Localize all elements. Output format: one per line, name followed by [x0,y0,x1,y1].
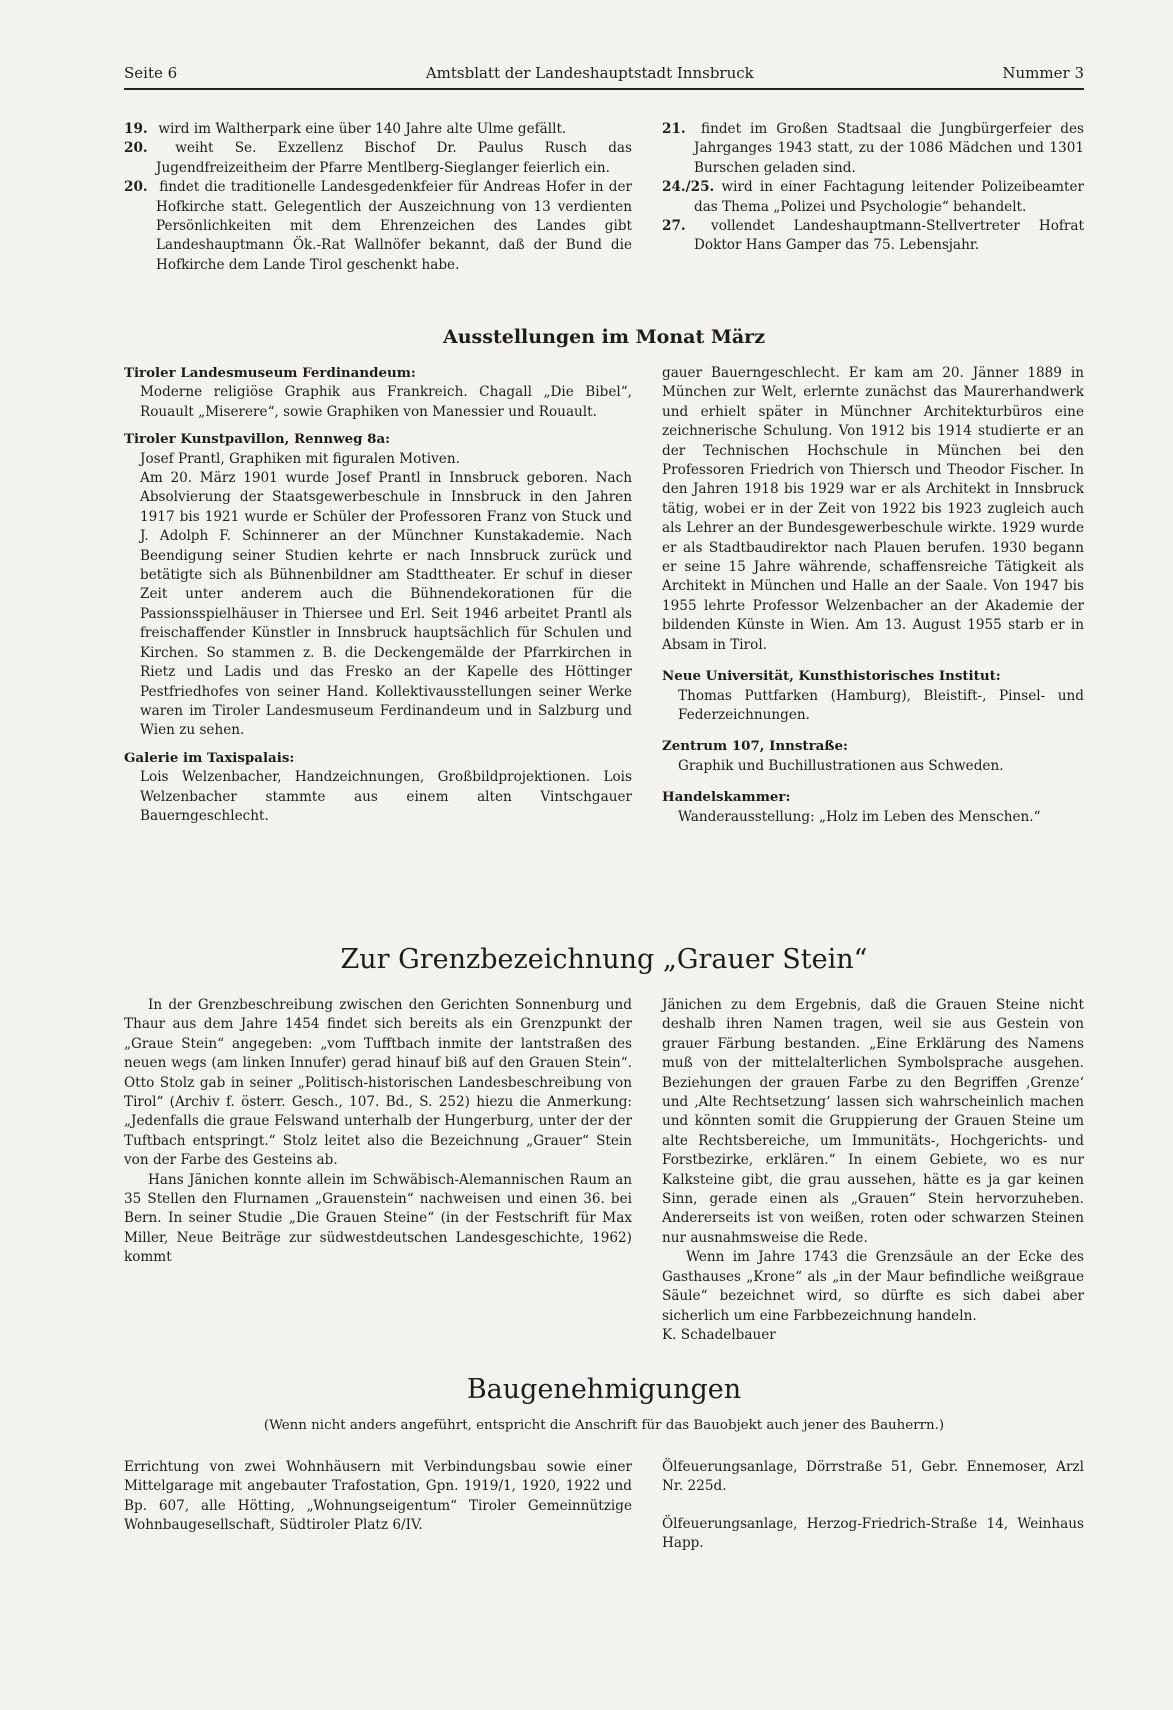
institution-name: Zentrum 107, Innstraße: [662,738,848,755]
article-paragraph: Jänichen zu dem Ergebnis, daß die Grauen Steine nicht deshalb ihren Namen tragen, weil sie aus Gestein von grauer Färbung bestanden. „Eine Erklärung des Namens muß von der mittelalterlichen Symbolsprache ausgehen. Beziehungen der grauen Farbe zu den Begriffen ‚Grenze‘ und ‚Alte Rechtsetzung‘ lassen sich wahrscheinlich machen und könnten somit die Gruppierung der Grauen Steine um alte Rechtsbereiche, um Immunitäts-, Hochgerichts- und Forstbezirke, erklären.“ In einem Gebiete, wo es nur Kalksteine gibt, die grau aussehen, hätte es ja gar keinen Sinn, gerade einen als „Grauen“ Stein hervorzuheben. Andererseits ist von weißen, roten oder schwarzen Steinen nur ausnahmsweise die Rede. [662,997,1084,1246]
article-paragraph: In der Grenzbeschreibung zwischen den Gerichten Sonnenburg und Thaur aus dem Jahre 1454 findet sich bereits als ein Grenzpunkt der „Graue Stein“ angegeben: „vom Tufftbach inmite der lantstraßen des neuen wegs (am linken Innufer) gerad hinauf biß auf den Grauen Stein“. Otto Stolz gab in seiner „Politisch-historischen Landesbeschreibung von Tirol“ (Archiv f. österr. Gesch., 107. Bd., S. 252) hiezu die Anmerkung: „Jedenfalls die graue Felswand unterhalb der Hungerburg, unter der der Tuftbach entspringt.“ Stolz leitet also die Bezeichnung „Grauer“ Stein von der Farbe des Gesteins ab. [124,997,632,1169]
institution-name: Handelskammer: [662,789,791,806]
page-number: Seite 6 [124,64,178,82]
institution-name: Tiroler Landesmuseum Ferdinandeum: [124,365,416,381]
exhibition-text: Moderne religiöse Graphik aus Frankreich. Chagall „Die Bibel“, Rouault „Miserere“, sowie Graphiken von Manessier und Rouault. [140,384,632,420]
issue-number: Nummer 3 [1002,64,1084,82]
ausstellungen-right-column [662,364,1084,827]
header-rule [124,88,1084,90]
exhibition-text: Graphik und Buchillustrationen aus Schweden. [678,757,1004,774]
exhibition-text: Lois Welzenbacher, Handzeichnungen, Großbildprojektionen. Lois Welzenbacher stammte aus einem alten Vintschgauer Bauerngeschlecht. [140,769,632,824]
section-title-grauer-stein: Zur Grenzbezeichnung „Grauer Stein“ [340,944,868,975]
permit-entry: Errichtung von zwei Wohnhäusern mit Verbindungsbau sowie einer Mittelgarage mit angebauter Trafostation, Gpn. 1919/1, 1920, 1922 und Bp. 607, alle Hötting, „Wohnungseigentum“ Tiroler Gemeinnützige Wohnbaugesellschaft, Südtiroler Platz 6/IV. [124,1459,632,1534]
chronik-entry: 20. weiht Se. Exzellenz Bischof Dr. Paulus Rusch das Jugendfreizeitheim der Pfarre Mentlberg-Sieglanger feierlich ein. [124,140,632,176]
permit-entry: Ölfeuerungsanlage, Dörrstraße 51, Gebr. Ennemoser, Arzl Nr. 225d. [662,1459,1084,1495]
institution-name: Tiroler Kunstpavillon, Rennweg 8a: [124,431,391,448]
grauer-stein-left-column [124,996,632,1268]
chronik-right-column [662,120,1084,256]
article-author: K. Schadelbauer [662,1326,776,1343]
page-header [124,64,1084,82]
chronik-left-column [124,120,632,275]
chronik-entry: 20. findet die traditionelle Landesgedenkfeier für Andreas Hofer in der Hofkirche statt. Gelegentlich der Auszeichnung von 13 verdienten Persönlichkeiten mit dem Ehrenzeichen des Landes gibt Landeshauptmann Ök.-Rat Wallnöfer bekannt, daß der Bund die Hofkirche dem Lande Tirol geschenkt habe. [124,179,633,273]
baugenehmigungen-left-column [124,1458,632,1536]
grauer-stein-right-column [662,996,1084,1345]
exhibition-text: Josef Prantl, Graphiken mit figuralen Motiven. [140,450,460,467]
ausstellungen-left-column [124,364,632,826]
institution-name: Neue Universität, Kunsthistorisches Institut: [662,668,1001,685]
exhibition-text: Wanderausstellung: „Holz im Leben des Menschen.“ [678,808,1041,825]
chronik-entry: 21. findet im Großen Stadtsaal die Jungbürgerfeier des Jahrganges 1943 statt, zu der 1086 Mädchen und 1301 Burschen geladen sind. [662,121,1084,176]
section-title-baugenehmigungen: Baugenehmigungen [466,1374,742,1405]
chronik-entry: 19. wird im Waltherpark eine über 140 Jahre alte Ulme gefällt. [124,121,567,137]
chronik-entry: 24./25. wird in einer Fachtagung leitender Polizeibeamter das Thema „Polizei und Psychologie“ behandelt. [662,179,1084,215]
publication-title: Amtsblatt der Landeshauptstadt Innsbruck [425,64,754,82]
permit-entry: Ölfeuerungsanlage, Herzog-Friedrich-Straße 14, Weinhaus Happ. [662,1515,1084,1552]
exhibition-text: gauer Bauerngeschlecht. Er kam am 20. Jänner 1889 in München zur Welt, erlernte zunächst das Maurerhandwerk und erhielt später in Münchner Architekturbüros eine zeichnerische Schulung. Von 1912 bis 1914 studierte er an der Technischen Hochschule in München bei den Professoren Friedrich von Thiersch und Theodor Fischer. In den Jahren 1918 bis 1929 war er als Architekt in Innsbruck tätig, wobei er in der Zeit von 1922 bis 1923 zugleich auch als Lehrer an der Bundesgewerbeschule wirkte. 1929 wurde er als Stadtbaudirektor nach Plauen berufen. 1930 begann er seine 15 Jahre währende, schaffensreiche Tätigkeit als Architekt in München und Halle an der Saale. Von 1947 bis 1955 lehrte Professor Welzenbacher an der Akademie der bildenden Künste in Wien. Am 13. August 1955 starb er in Absam in Tirol. [662,365,1084,653]
section-subtitle: (Wenn nicht anders angeführt, entspricht die Anschrift für das Bauobjekt auch jener des Bauherrn.) [263,1418,945,1433]
exhibition-text: Thomas Puttfarken (Hamburg), Bleistift-, Pinsel- und Federzeichnungen. [678,687,1084,723]
exhibition-text: Am 20. März 1901 wurde Josef Prantl in Innsbruck geboren. Nach Absolvierung der Staatsgewerbeschule in Innsbruck in den Jahren 1917 bis 1921 wurde er Schüler der Professoren Franz von Stuck und J. Adolph F. Schinnerer an der Münchner Kunstakademie. Nach Beendigung seiner Studien kehrte er nach Innsbruck zurück und betätigte sich als Bühnenbildner am Stadttheater. Er schuf in dieser Zeit unter anderem auch die Bühnendekorationen für die Passionsspielhäuser in Thiersee und Erl. Seit 1946 arbeitet Prantl als freischaffender Künstler in Innsbruck hauptsächlich für Schulen und Kirchen. So stammen z. B. die Deckengemälde der Pfarrkirchen in Rietz und Ladis und das Fresko an der Kapelle des Höttinger Pestfriedhofes von seiner Hand. Kollektivausstellungen seiner Werke waren im Tiroler Landesmuseum Ferdinandeum und in Salzburg und Wien zu sehen. [140,470,632,739]
article-paragraph: Hans Jänichen konnte allein im Schwäbisch-Alemannischen Raum an 35 Stellen den Flurnamen „Grauenstein“ nachweisen und einen 36. bei Bern. In seiner Studie „Die Grauen Steine“ (in der Festschrift für Max Miller, Neue Beiträge zur südwestdeutschen Landesgeschichte, 1962) kommt [124,1171,632,1266]
institution-name: Galerie im Taxispalais: [124,749,295,766]
baugenehmigungen-right-column [662,1458,1084,1554]
section-title-ausstellungen: Ausstellungen im Monat März [443,326,765,348]
chronik-entry: 27. vollendet Landeshauptmann-Stellvertreter Hofrat Doktor Hans Gamper das 75. Lebensjahr. [662,218,1084,254]
article-paragraph: Wenn im Jahre 1743 die Grenzsäule an der Ecke des Gasthauses „Krone“ als „in der Maur befindliche weißgraue Säule“ bezeichnet wird, so dürfte es sich dabei aber sicherlich um eine Farbbezeichnung handeln. [662,1249,1084,1324]
